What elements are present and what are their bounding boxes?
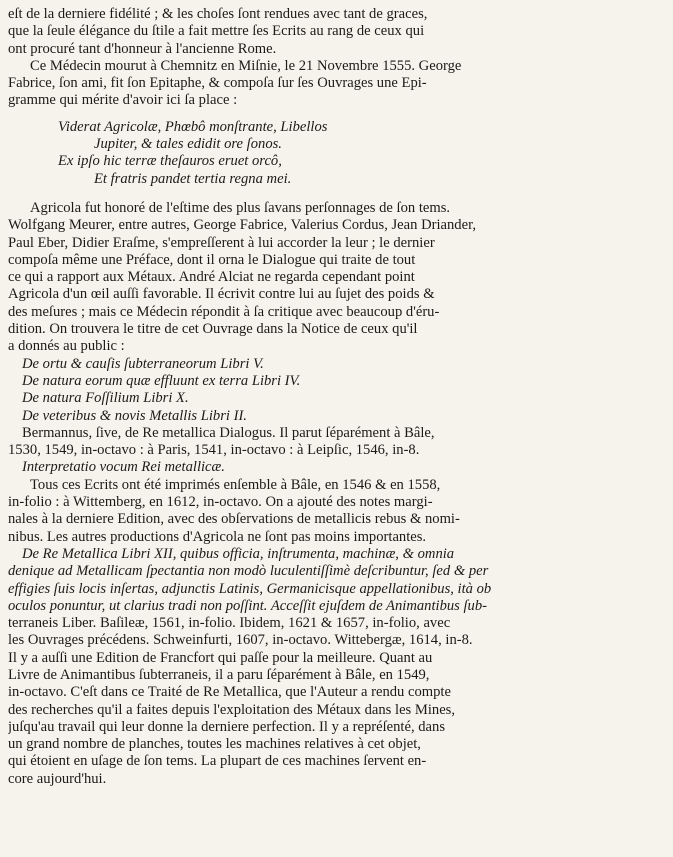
epigram-line: Jupiter, & tales edidit ore ſonos. (94, 136, 282, 153)
text-line: gramme qui mérite d'avoir ici ſa place : (8, 92, 238, 109)
text-line: Agricola d'un œil auſſi favorable. Il écrivit contre lui au ſujet des poids & (8, 286, 435, 303)
epigram-line: Ex ipſo hic terræ theſauros eruet orcô, (58, 153, 282, 170)
text-line: que la ſeule élégance du ſtile a fait mettre ſes Ecrits au rang de ceux qui (8, 23, 425, 40)
text-line: dition. On trouvera le titre de cet Ouvrage dans la Notice de ceux qu'il (8, 321, 418, 338)
text-line: Paul Eber, Didier Eraſme, s'empreſſerent à lui accorder la leur ; le dernier (8, 234, 435, 251)
text-line: ce qui a rapport aux Métaux. André Alciat ne regarda cependant point (8, 269, 415, 286)
work-title-line: Bermannus, ſive, de Re metallica Dialogus. Il parut ſéparément à Bâle, (22, 424, 435, 441)
text-line: des recherches qu'il a faites depuis l'exploitation des Métaux dans les Mines, (8, 701, 456, 718)
text-line: Tous ces Ecrits ont été imprimés enſemble à Bâle, en 1546 & en 1558, (30, 476, 441, 493)
epigram-line: Viderat Agricolæ, Phœbô monſtrante, Libellos (58, 118, 328, 135)
work-title-line: De Re Metallica Libri XII, quibus officia, inſtrumenta, machinæ, & omnia (22, 545, 455, 562)
work-title-line: De veteribus & novis Metallis Libri II. (22, 407, 247, 424)
text-line: in-folio : à Wittemberg, en 1612, in-octavo. On a ajouté des notes margi- (8, 494, 433, 511)
text-line: un grand nombre de planches, toutes les machines relatives à cet objet, (8, 736, 421, 753)
spacer (8, 188, 661, 200)
text-line: Fabrice, ſon ami, fit ſon Epitaphe, & compoſa ſur ſes Ouvrages une Epi- (8, 75, 427, 92)
text-line: Agricola fut honoré de l'eſtime des plus ſavans perſonnages de ſon tems. (30, 199, 451, 216)
text-line: 1530, 1549, in-octavo : à Paris, 1541, in-octavo : à Leipſic, 1546, in-8. (8, 442, 420, 459)
epigram-line: Et fratris pandet tertia regna mei. (94, 170, 292, 187)
text-line: terraneis Liber. Baſileæ, 1561, in-folio. Ibidem, 1621 & 1657, in-folio, avec (8, 615, 451, 632)
text-line: denique ad Metallicam ſpectantia non modò luculentiſſimè deſcribuntur, ſed & per (8, 563, 489, 580)
text-line: eſt de la derniere fidélité ; & les choſes ſont rendues avec tant de graces, (8, 6, 428, 22)
text-line: Ce Médecin mourut à Chemnitz en Miſnie, le 21 Novembre 1555. George (30, 57, 462, 74)
text-line: les Ouvrages précédens. Schweinfurti, 1607, in-octavo. Wittebergæ, 1614, in-8. (8, 632, 473, 649)
text-line: qui étoient en uſage de ſon tems. La plupart de ces machines ſervent en- (8, 753, 427, 770)
spacer (8, 110, 661, 119)
text-line: core aujourd'hui. (8, 770, 107, 787)
text-line: nales à la derniere Edition, avec des obſervations de metallicis rebus & nomi- (8, 511, 460, 528)
text-line: oculos ponuntur, ut clarius tradi non poſſint. Acceſſit ejuſdem de Animantibus ſub- (8, 597, 487, 614)
text-line: ont procuré tant d'honneur à l'ancienne Rome. (8, 40, 277, 57)
text-line: a donnés au public : (8, 338, 125, 355)
text-line: Wolfgang Meurer, entre autres, George Fabrice, Valerius Cordus, Jean Driander, (8, 217, 477, 234)
text-line: nibus. Les autres productions d'Agricola ne ſont pas moins importantes. (8, 528, 427, 545)
text-line: compoſa même une Préface, dont il orna le Dialogue qui traite de tout (8, 251, 416, 268)
work-title-line: Interpretatio vocum Rei metallicæ. (22, 459, 225, 476)
text-line: Il y a auſſi une Edition de Francfort qui paſſe pour la meilleure. Quant au (8, 649, 433, 666)
text-line: in-octavo. C'eſt dans ce Traité de Re Metallica, que l'Auteur a rendu compte (8, 684, 451, 701)
text-line: Livre de Animantibus ſubterraneis, il a paru ſéparément à Bâle, en 1549, (8, 666, 430, 683)
work-title-line: De natura eorum quæ effluunt ex terra Libri IV. (22, 372, 301, 389)
work-title-line: De ortu & cauſis ſubterraneorum Libri V. (22, 355, 264, 372)
text-line: juſqu'au travail qui leur donne la derniere perfection. Il y a repréſenté, dans (8, 718, 446, 735)
work-title-line: De natura Foſſilium Libri X. (22, 390, 189, 407)
text-line: des meſures ; mais ce Médecin répondit à ſa critique avec beaucoup d'éru- (8, 303, 440, 320)
text-line: effigies ſuis locis inſertas, adjunctis Latinis, Germanicisque appellationibus, ità ob (8, 580, 492, 597)
